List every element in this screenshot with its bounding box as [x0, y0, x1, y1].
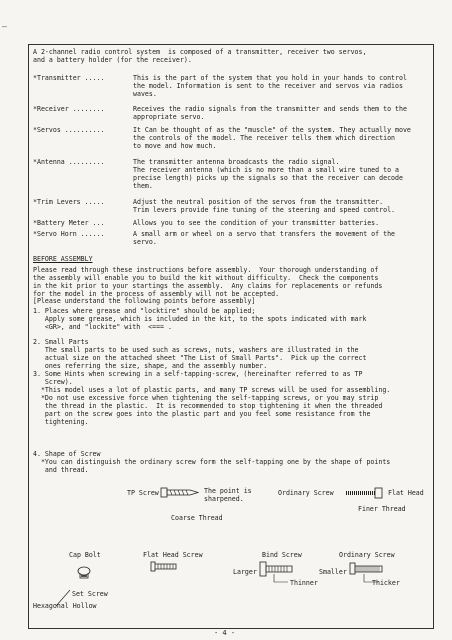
item-screw-hints: 3. Some Hints when screwing in a self-tapping-screw, (hereinafter referred to as TP Screw). *This model uses a lot of plastic parts, and many TP screws will be used for assembling. *Do not use excessive force when tightening the self-tapping screws, or you may strip the thread in the plastic. It is recommended to stop tightening it when the threaded part on the screw goes into the plastic part and you feel some resistance from the tightening. [33, 370, 391, 426]
glossary-definition: The transmitter antenna broadcasts the radio signal. The receiver antenna (which is no more than a small wire tuned to a precise length) picks up the signals so that the receiver can decode them. [133, 158, 403, 190]
tp-screw-icon [160, 486, 200, 500]
finer-thread-label: Finer Thread [358, 505, 406, 513]
tp-screw-label: TP Screw [127, 489, 159, 497]
cap-bolt-icon [76, 566, 98, 584]
hexagonal-hollow-label: Hexagonal Hollow [33, 602, 97, 610]
glossary-term: *Transmitter ..... [33, 74, 105, 82]
glossary-term: *Servo Horn ...... [33, 230, 105, 238]
before-assembly-paragraph: Please read through these instructions before assembly. Your thorough understanding of the assembly will enable you to build the kit without difficulty. Check the components in the kit prior to your startings the assembly. Any claims for replacements or refunds for the model in the process of assembly will not be accepted. [33, 266, 383, 298]
set-screw-label: Set Screw [72, 590, 108, 598]
flat-head-screw-icon [150, 561, 180, 573]
glossary-term: *Battery Meter ... [33, 219, 105, 227]
glossary-definition: Receives the radio signals from the transmitter and sends them to the appropriate servo. [133, 105, 407, 121]
ordinary-screw-icon [345, 486, 385, 500]
smaller-label: Smaller [319, 568, 347, 576]
item-grease: 1. Places where grease and "locktire" should be applied; Apply some grease, which is included in the kit, to the spots indicated with mark <GR>, and "lockite" with <=== . [33, 307, 367, 331]
glossary-term: *Receiver ........ [33, 105, 105, 113]
margin-mark: — [2, 22, 7, 31]
glossary-definition: Adjust the neutral position of the servos from the transmitter. Trim levers provide fine tuning of the steering and speed control. [133, 198, 396, 214]
item-small-parts: 2. Small Parts The small parts to be used such as screws, nuts, washers are illustrated in the actual size on the attached sheet "The List of Small Parts". Pick up the correct ones referring the size, shape, and the assembly number. [33, 338, 367, 370]
ordinary-screw-label: Ordinary Screw [278, 489, 334, 497]
flat-head-label: Flat Head [388, 489, 424, 497]
thinner-label: Thinner [290, 579, 318, 587]
glossary-definition: A small arm or wheel on a servo that transfers the movement of the servo. [133, 230, 396, 246]
glossary-term: *Trim Levers ..... [33, 198, 105, 206]
ordinary-screw-label-2: Ordinary Screw [339, 551, 395, 559]
glossary-term: *Antenna ......... [33, 158, 105, 166]
cap-bolt-label: Cap Bolt [69, 551, 101, 559]
larger-label: Larger [233, 568, 257, 576]
bind-screw-label: Bind Screw [262, 551, 302, 559]
understand-note: [Please understand the following points before assembly] [33, 297, 256, 305]
before-assembly-heading: BEFORE ASSEMBLY [33, 255, 93, 263]
page-number: - 4 - [214, 629, 236, 637]
glossary-definition: It Can be thought of as the "muscle" of the system. They actually move the controls of the model. The receiver tells them which direction to move and how much. [133, 126, 411, 150]
point-note-label: The point is sharpened. [204, 487, 252, 503]
flat-head-screw-label: Flat Head Screw [143, 551, 203, 559]
glossary-definition: This is the part of the system that you hold in your hands to control the model. Information is sent to the receiver and servos via radios waves. [133, 74, 407, 98]
glossary-term: *Servos .......... [33, 126, 105, 134]
intro-text: A 2-channel radio control system is composed of a transmitter, receiver two servos, and a battery holder (for the receiver). [33, 48, 367, 64]
item-shape-of-screw: 4. Shape of Screw *You can distinguish the ordinary screw form the self-tapping one by the shape of points and thread. [33, 450, 391, 474]
coarse-thread-label: Coarse Thread [171, 514, 223, 522]
glossary-definition: Allows you to see the condition of your transmitter batteries. [133, 219, 380, 227]
thicker-label: Thicker [372, 579, 400, 587]
